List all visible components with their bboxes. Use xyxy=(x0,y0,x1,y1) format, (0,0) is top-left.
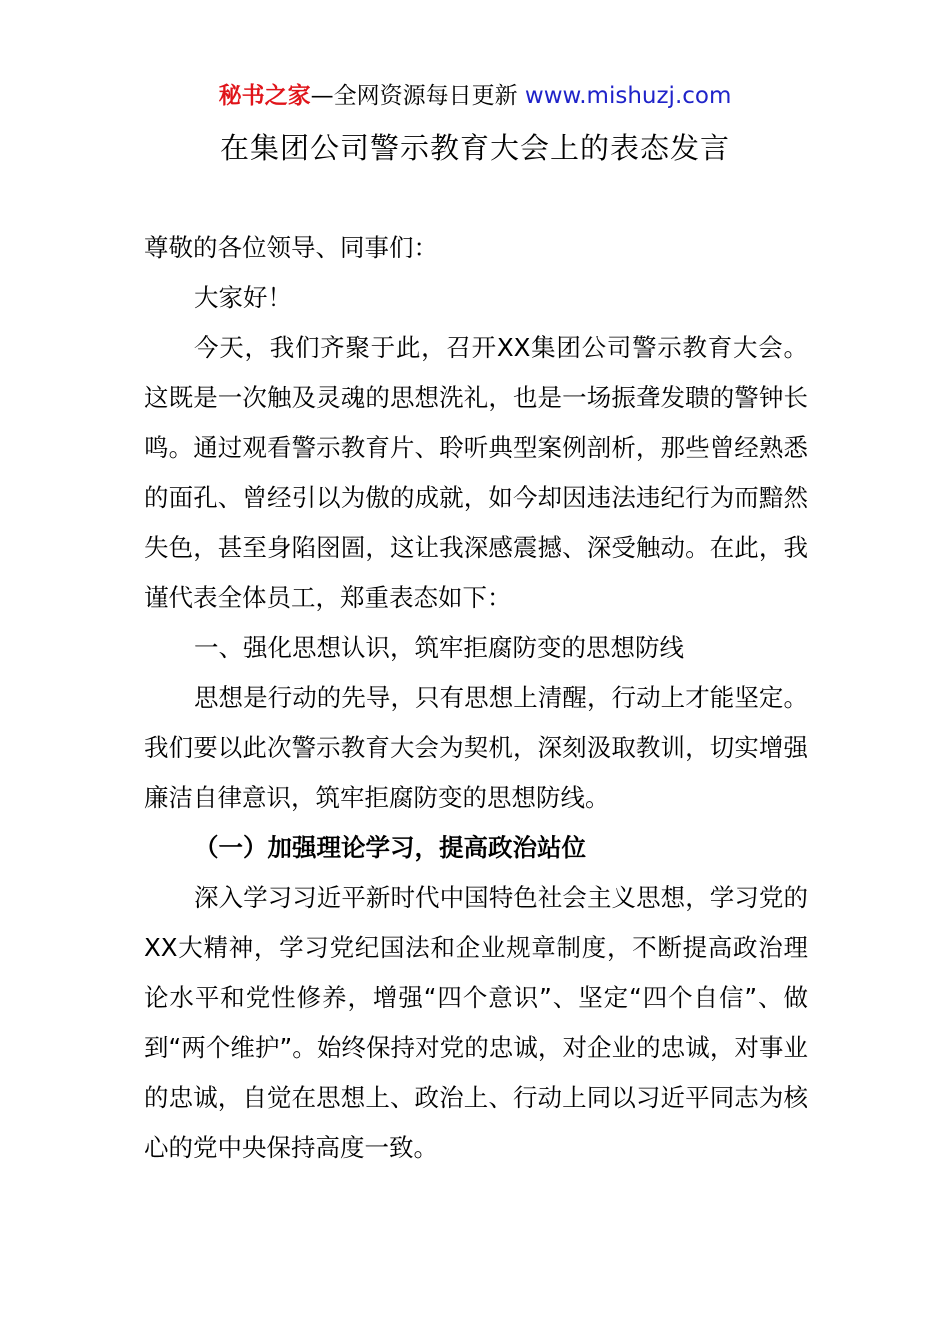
intro-paragraph: 今天，我们齐聚于此，召开XX集团公司警示教育大会。这既是一次触及灵魂的思想洗礼，也是一场振聋发聩的警钟长鸣。通过观看警示教育片、聆听典型案例剖析，那些曾经熟悉的面孔、曾经引以为傲的成就，如今却因违法违纪行为而黯然失色，甚至身陷囹圄，这让我深感震撼、深受触动。在此，我谨代表全体员工，郑重表态如下： xyxy=(144,333,808,612)
subsection-heading-1: （一）加强理论学习，提高政治站位 xyxy=(194,833,586,862)
subsection-paragraph-1: 深入学习习近平新时代中国特色社会主义思想，学习党的XX大精神，学习党纪国法和企业规章制度，不断提高政治理论水平和党性修养，增强“四个意识”、坚定“四个自信”、做到“两个维护”。始终保持对党的忠诚，对企业的忠诚，对事业的忠诚，自觉在思想上、政治上、行动上同以习近平同志为核心的党中央保持高度一致。 xyxy=(144,883,808,1162)
site-url[interactable]: www.mishuzj.com xyxy=(524,83,732,109)
banner-slogan: —全网资源每日更新 xyxy=(310,83,525,109)
section-paragraph-1: 思想是行动的先导，只有思想上清醒，行动上才能坚定。我们要以此次警示教育大会为契机，深刻汲取教训，切实增强廉洁自律意识，筑牢拒腐防变的思想防线。 xyxy=(144,683,808,812)
brand-name: 秘书之家 xyxy=(218,83,311,109)
greeting: 大家好！ xyxy=(194,283,292,312)
salutation: 尊敬的各位领导、同事们： xyxy=(144,233,438,262)
document-body xyxy=(144,223,808,1173)
section-heading-1: 一、强化思想认识，筑牢拒腐防变的思想防线 xyxy=(194,633,684,662)
document-title: 在集团公司警示教育大会上的表态发言 xyxy=(219,131,730,165)
site-banner xyxy=(0,80,950,112)
